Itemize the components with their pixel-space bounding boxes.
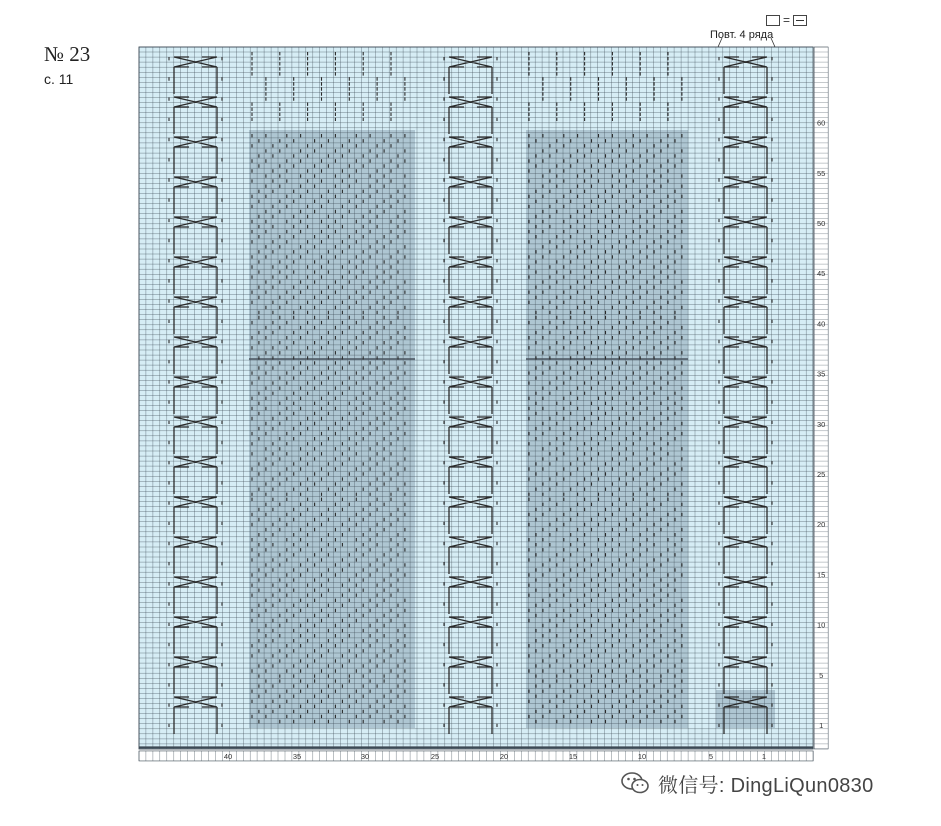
row-number-label: 40 [816,319,826,329]
legend-equals: = [783,13,791,27]
chart-title: № 23 [44,42,91,66]
column-number-label: 30 [360,752,370,762]
row-number-label: 35 [816,369,826,379]
column-number-label: 25 [430,752,440,762]
row-number-strip [814,47,828,749]
shaded-panel [249,130,415,728]
row-number-label: 10 [816,620,826,630]
row-number-label: 30 [816,419,826,429]
row-number-label: 5 [819,670,824,680]
wechat-icon [620,770,650,796]
chart-grid-area [139,47,813,749]
column-number-label: 5 [708,752,714,762]
watermark-text: 微信号: DingLiQun0830 [658,774,874,797]
row-number-label: 60 [816,118,826,128]
repeat-bracket [718,38,775,47]
column-number-label: 20 [499,752,509,762]
row-number-label: 55 [816,168,826,178]
row-number-label: 20 [816,520,826,530]
column-number-label: 15 [568,752,578,762]
column-number-label: 35 [292,752,302,762]
row-number-label: 50 [816,219,826,228]
row-number-label: 1 [819,721,824,730]
row-number-label: 25 [816,470,826,479]
shaded-panel [716,690,775,728]
row-number-label: 15 [816,570,826,580]
column-number-label: 10 [637,752,647,762]
watermark [620,767,874,799]
repeat-label: Повт. 4 ряда [710,29,774,41]
row-number-label: 45 [816,269,826,279]
column-number-label: 1 [761,752,767,762]
page-reference: с. 11 [44,71,74,87]
column-number-label: 40 [223,752,233,762]
